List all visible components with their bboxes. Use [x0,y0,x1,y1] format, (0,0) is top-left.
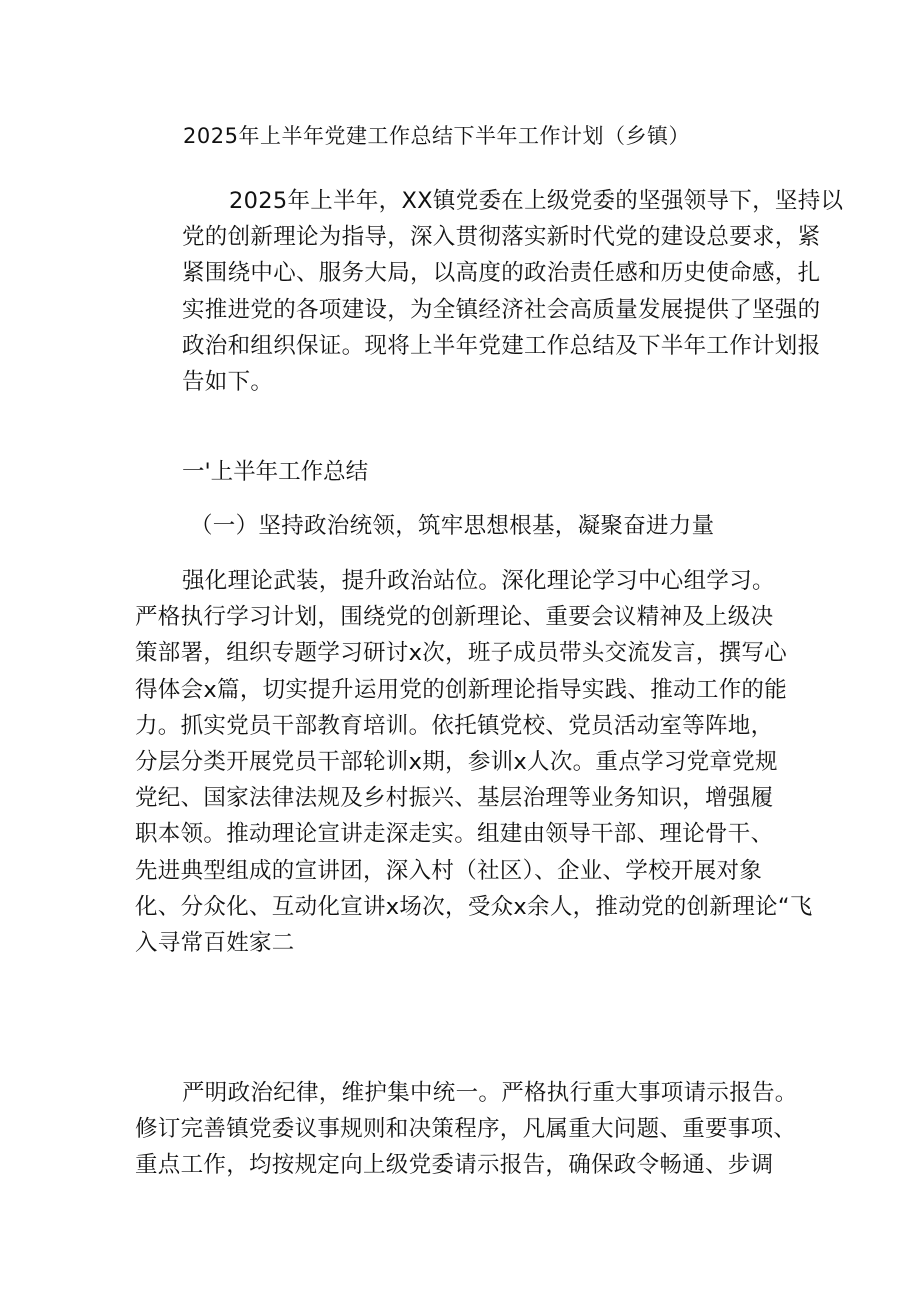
intro-paragraph [135,183,844,400]
text-line: 力。抓实党员干部教育培训。依托镇党校、党员活动室等阵地， [135,712,774,739]
text-line: 得体会x篇，切实提升运用党的创新理论指导实践、推动工作的能 [135,676,788,703]
text-line: 强化理论武装，提升政治站位。深化理论学习中心组学习。 [182,568,775,594]
text-line: 先进典型组成的宣讲团，深入村（社区）、企业、学校开展对象 [135,857,763,884]
text-line: 2025年上半年，XX镇党委在上级党委的坚强领导下，坚持以 [229,188,844,214]
body-paragraph-1 [135,563,813,961]
text-line: 化、分众化、互动化宣讲x场次，受众x余人，推动党的创新理论“飞 [135,893,813,920]
document-title: 2025年上半年党建工作总结下半年工作计划（乡镇） [183,124,690,148]
text-line: 重点工作，均按规定向上级党委请示报告，确保政令畅通、步调 [135,1152,774,1179]
text-line: 策部署，组织专题学习研讨x次，班子成员带头交流发言，撰写心 [135,640,788,667]
body-paragraph-2 [135,1075,798,1184]
text-line: 政治和组织保证。现将上半年党建工作总结及下半年工作计划报 [182,332,821,359]
text-line: 党纪、国家法律法规及乡村振兴、基层治理等业务知识，增强履 [135,785,774,812]
text-line: 严格执行学习计划，围绕党的创新理论、重要会议精神及上级决 [135,604,774,631]
section-heading: 一'上半年工作总结 [182,459,369,485]
text-line: 分层分类开展党员干部轮训x期，参训x人次。重点学习党章党规 [135,749,778,776]
text-line: 职本领。推动理论宣讲走深走实。组建由领导干部、理论骨干、 [135,821,774,848]
text-line: 紧围绕中心、服务大局，以高度的政治责任感和历史使命感，扎 [182,260,821,287]
text-line: 修订完善镇党委议事规则和决策程序，凡属重大问题、重要事项、 [135,1116,797,1143]
text-line: 党的创新理论为指导，深入贯彻落实新时代党的建设总要求，紧 [182,224,821,251]
text-line: 实推进党的各项建设，为全镇经济社会高质量发展提供了坚强的 [182,296,821,323]
subsection-heading: （一）坚持政治统领，筑牢思想根基，凝聚奋进力量 [190,513,715,539]
text-line: 严明政治纪律，维护集中统一。严格执行重大事项请示报告。 [182,1080,798,1106]
text-line: 入寻常百姓家二 [135,930,295,957]
text-line: 告如下。 [182,369,274,396]
